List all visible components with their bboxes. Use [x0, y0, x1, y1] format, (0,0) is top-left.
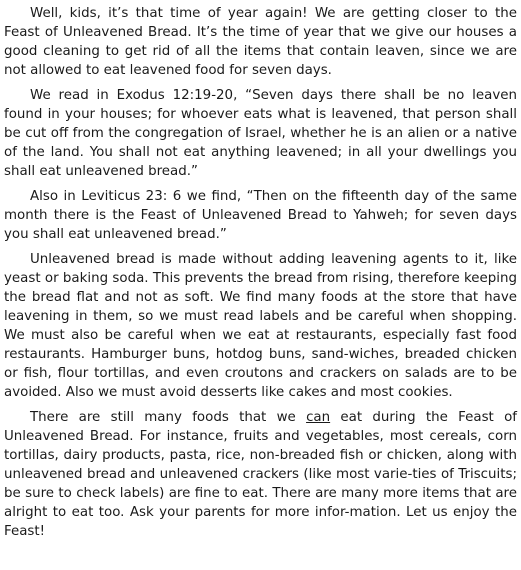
paragraph-allowed-foods — [4, 408, 517, 541]
underlined-can: can — [306, 410, 331, 425]
paragraph-unleavened-bread: Unleavened bread is made without adding leavening agents to it, like yeast or baking soda. This prevents the bread from rising, therefore keeping the bread flat and not as soft. We find many foods at the store that have leavening in them, so we must read labels and be careful when shopping. We must also be careful when we eat at restaurants, especially fast food restaurants. Hamburger buns, hotdog buns, sand-wiches, breaded chicken or fish, flour tortillas, and even croutons and crackers on salads are to be avoided. Also we must avoid desserts like cakes and most cookies. — [4, 252, 517, 400]
paragraph-allowed-foods-start: There are still many foods that we — [30, 410, 307, 425]
paragraph-leviticus: Also in Leviticus 23: 6 we find, “Then on the fifteenth day of the same month there is the Feast of Unleavened Bread to Yahweh; for seven days you shall eat unleavened bread.” — [4, 189, 517, 242]
paragraph-intro: Well, kids, it’s that time of year again! We are getting closer to the Feast of Unleavened Bread. It’s the time of year that we give our houses a good cleaning to get rid of all the items that contain leaven, since we are not allowed to eat leavened food for seven days. — [4, 6, 517, 78]
paragraph-allowed-foods-end: eat during the Feast of Unleavened Bread. For instance, fruits and vegetables, most cereals, corn tortillas, dairy products, pasta, rice, non-breaded fish or chicken, along with unleavened bread and unleavened crackers (like most varie-ties of Triscuits; be sure to check labels) are fine to eat. There are many more items that are alright to eat too. Ask your parents for more infor-mation. Let us enjoy the Feast! — [4, 410, 517, 539]
paragraph-exodus: We read in Exodus 12:19-20, “Seven days there shall be no leaven found in your houses; for whoever eats what is leavened, that person shall be cut off from the congregation of Israel, whether he is an alien or a native of the land. You shall not eat anything leavened; in all your dwellings you shall eat unleavened bread.” — [4, 88, 517, 179]
